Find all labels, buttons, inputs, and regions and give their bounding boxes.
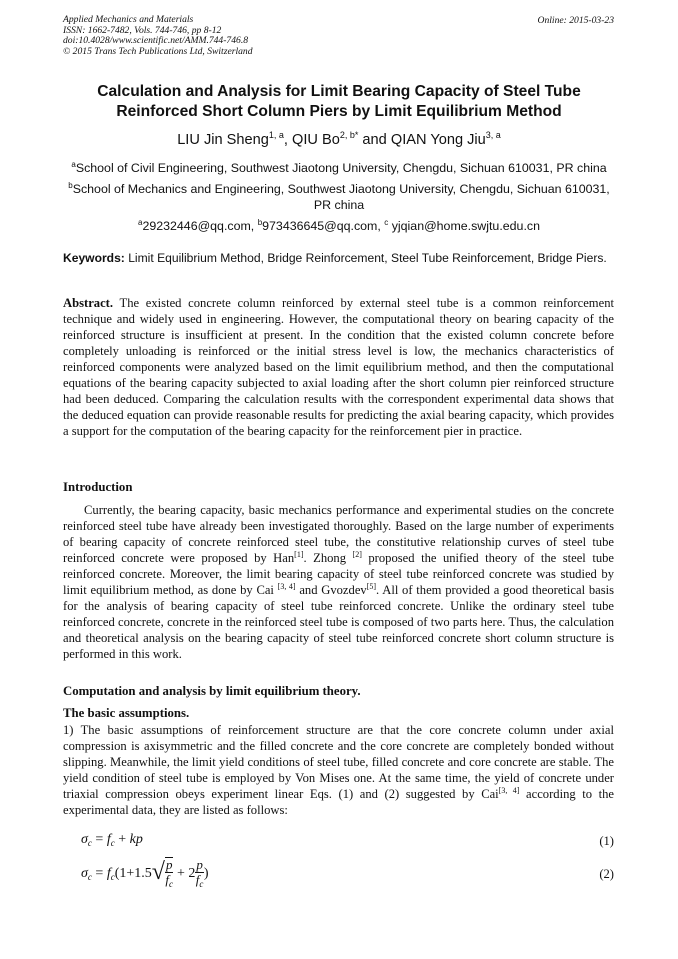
doi-line: doi:10.4028/www.scientific.net/AMM.744-746.8 [63, 35, 249, 47]
eq2-equals: = [91, 866, 107, 882]
assumptions-text-1: 1) The basic assumptions of reinforcement structure are that the core concrete column under axial compression is axisymmetric and the filled concrete and the core concrete are completely bonded without slipping. Meanwhile, the limit yield conditions of steel tube, filled concrete and core concrete are stable. The yield condition of steel tube is employed by Von Mises one. At the same time, the yield of concrete under triaxial compression obeys experiment linear Eqs. (1) and (2) suggested by Cai [63, 723, 614, 801]
issn-line: ISSN: 1662-7482, Vols. 744-746, pp 8-12 [63, 24, 222, 36]
eq2-f: f [106, 866, 111, 882]
keywords-label: Keywords: [63, 251, 125, 265]
author-3-affil: 3, a [485, 130, 501, 140]
eq2-frac1-den-sub: c [169, 879, 173, 889]
author-separator-1: , [283, 132, 292, 148]
eq1-plus: + [114, 832, 130, 847]
citation-2[interactable]: [2] [352, 550, 362, 559]
title-line-2: Reinforced Short Column Piers by Limit Equilibrium Method [116, 103, 562, 120]
affiliation-a [63, 157, 615, 176]
keywords-text: Limit Equilibrium Method, Bridge Reinforcement, Steel Tube Reinforcement, Bridge Piers. [124, 251, 607, 265]
assumptions-text-2: according to the experimental data, they are listed as follows: [63, 787, 615, 817]
citation-3[interactable]: [3, 4] [277, 582, 296, 591]
assumptions-paragraph [63, 722, 614, 818]
title-line-1: Calculation and Analysis for Limit Bearing Capacity of Steel Tube [97, 83, 581, 100]
affiliation-a-text: School of Civil Engineering, Southwest Jiaotong University, Chengdu, Sichuan 610031, PR china [75, 161, 607, 175]
intro-text-3: proposed the unified theory of the steel tube reinforced concrete. Moreover, the limit bearing capacity of steel tube reinforced concrete was studied by limit equilibrium method, as done by Cai [63, 551, 614, 597]
citation-1[interactable]: [1] [294, 550, 304, 559]
eq2-frac2-den: f [195, 871, 200, 887]
eq2-frac1-num: p [165, 857, 173, 872]
intro-text-1: Currently, the bearing capacity, basic mechanics performance and experimental studies on the concrete reinforced steel tube have already been investigated thoroughly. Based on the large number of experiments of bearing capacity of concrete reinforced steel tube, the constitutive relationship curves of steel tube reinforced concrete were proposed by Han [63, 503, 614, 565]
eq1-sigma: σ [81, 832, 88, 847]
author-3: QIAN Yong Jiu [390, 132, 486, 148]
introduction-heading: Introduction [63, 480, 133, 494]
eq1-sub-c: c [87, 838, 92, 848]
abstract [63, 295, 614, 439]
affiliation-b-text: School of Mechanics and Engineering, Southwest Jiaotong University, Chengdu, Sichuan 610031, [72, 182, 610, 196]
equation-1-number: (1) [599, 834, 614, 848]
email-a: 29232446@qq.com, [142, 219, 258, 233]
eq1-f: f [106, 832, 111, 847]
journal-header [63, 15, 253, 57]
abstract-label: Abstract. [63, 296, 114, 310]
eq1-f-sub-c: c [110, 838, 115, 848]
eq2-frac2-num: p [196, 856, 203, 872]
email-list [63, 215, 615, 234]
eq2-sigma: σ [81, 866, 88, 882]
eq2-open: (1+1.5 [114, 866, 152, 882]
email-c: yjqian@home.swjtu.edu.cn [388, 219, 540, 233]
journal-name: Applied Mechanics and Materials [63, 14, 194, 25]
equation-2-number: (2) [599, 867, 614, 881]
sqrt-sign: √ [151, 859, 165, 886]
equation-2 [63, 853, 614, 897]
citation-5[interactable]: [3, 4] [498, 786, 520, 795]
eq2-frac-2 [195, 858, 204, 891]
assumptions-subheading: The basic assumptions. [63, 706, 190, 720]
author-separator-2: and [358, 132, 391, 148]
author-2: QIU Bo [292, 132, 340, 148]
author-2-affil: 2, b* [339, 130, 359, 140]
eq2-f-sub-c: c [110, 872, 115, 883]
citation-4[interactable]: [5] [366, 582, 377, 591]
affiliation-b [63, 178, 615, 213]
author-list [63, 130, 615, 148]
email-b: 973436645@qq.com, [262, 219, 385, 233]
keywords [63, 251, 615, 267]
eq2-plus2: + 2 [173, 866, 196, 882]
email-a-mark: a [138, 218, 143, 227]
introduction-paragraph [63, 502, 614, 662]
intro-text-4: and Gvozdev [295, 583, 367, 597]
paper-title [63, 82, 615, 122]
affiliation-a-mark: a [71, 160, 76, 169]
eq2-frac1-den: f [165, 872, 169, 887]
eq1-kp: kp [129, 832, 143, 847]
online-date: Online: 2015-03-23 [537, 15, 614, 26]
abstract-text: The existed concrete column reinforced by external steel tube is a common reinforcement technique and widely used in engineering. However, the computational theory on bearing capacity of the reinforced structure is insufficient at present. In the condition that the existed column concrete before completely unloading is reinforced or the initial stress level is low, the mechanics characteristics of reinforced components were analyzed based on the limit equilibrium method, and then the computational equations of the bearing capacity subjected to axial loading after the short column pier reinforced structure had been deduced. Comparing the calculation results with the correspondent experimental data shows that the deduced equation can provide reasonable results for predicting the axial bearing capacity, which provides a support for the computation of the bearing capacity for the reinforcement pier in practice. [63, 296, 614, 438]
affiliation-b-mark: b [68, 181, 73, 190]
eq2-frac2-den-sub: c [199, 878, 204, 889]
author-1-affil: 1, a [268, 130, 284, 140]
intro-text-5: . All of them provided a good theoretical basis for the analysis of bearing capacity of steel tube reinforced concrete. Unlike the ordinary steel tube reinforced concrete, concrete in the reinforced steel tube is composed of two parts here. Thus, the calculation and theoretical analysis on the bearing capacity of steel tube reinforced concrete short column structure is performed in this work. [63, 583, 615, 661]
computation-heading: Computation and analysis by limit equilibrium theory. [63, 684, 361, 698]
eq2-sub-c: c [87, 872, 92, 883]
eq2-close: ) [203, 866, 209, 882]
email-c-mark: c [384, 218, 389, 227]
author-1: LIU Jin Sheng [177, 132, 269, 148]
affiliation-b-text-2: PR china [313, 198, 365, 212]
email-b-mark: b [257, 218, 263, 227]
intro-text-2: . Zhong [303, 551, 353, 565]
copyright-line: © 2015 Trans Tech Publications Ltd, Switzerland [63, 45, 253, 57]
eq1-equals: = [91, 832, 107, 847]
